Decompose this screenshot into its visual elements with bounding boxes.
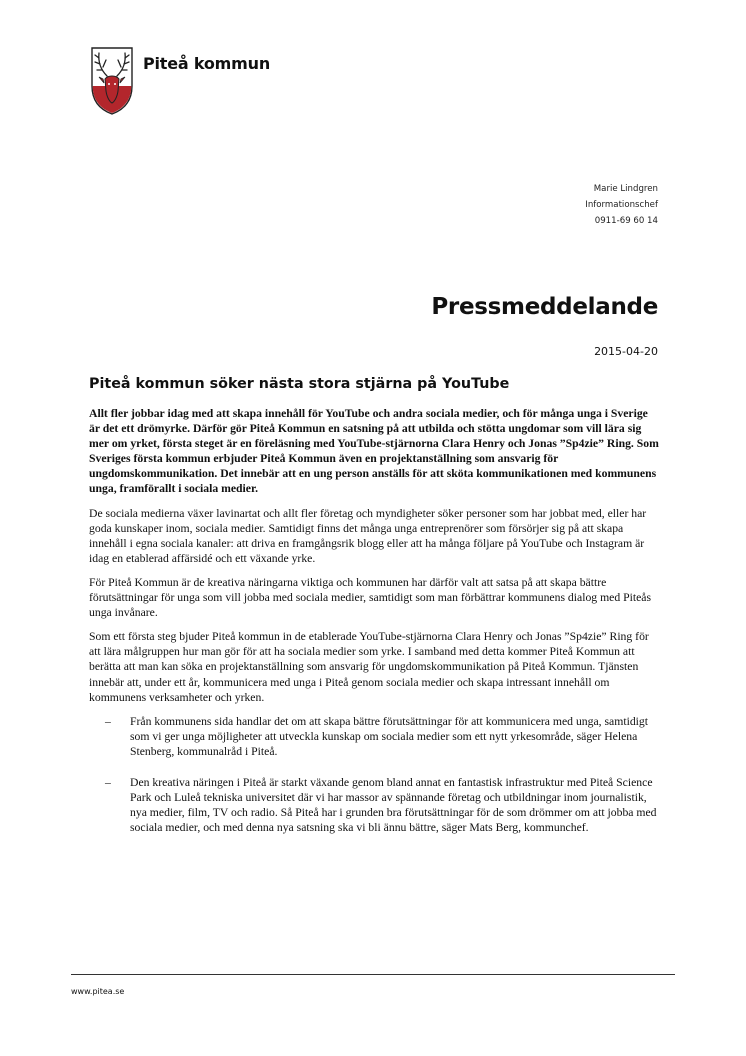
body-paragraph: De sociala medierna växer lavinartat och allt fler företag och myndigheter söker personer som har jobbat med, eller har goda kunskaper inom, sociala medier. Samtidigt finns det många unga entreprenörer som försörjer sig på att skapa innehåll i egna sociala kanaler: att driva en framgångsrik blogg eller att ha många följare på YouTube och Instagram är idag en etablerad affärsidé och ett växande yrke. — [89, 506, 647, 565]
dash-bullet: – — [105, 775, 111, 789]
contact-phone: 0911-69 60 14 — [594, 216, 658, 226]
dash-bullet: – — [105, 714, 111, 728]
quote-text: Den kreativa näringen i Piteå är starkt växande genom bland annat en fantastisk infrastruktur med Piteå Science Park och Luleå tekniska universitet där vi har massor av spännande företag och utbildningar inom journalistik, nya medier, film, TV och radio. Så Piteå har i grunden bra förutsättningar för de som drömmer om att jobba med sociala medier, och med denna nya satsning ska vi bli ännu bättre, säger Mats Berg, kommunchef. — [130, 775, 657, 835]
contact-title: Informationschef — [585, 200, 658, 210]
footer-divider — [71, 974, 675, 975]
quote-item — [89, 775, 661, 835]
article-body — [89, 406, 661, 851]
contact-block — [585, 181, 658, 229]
organization-name: Piteå kommun — [143, 54, 271, 73]
footer-website: www.pitea.se — [71, 987, 125, 996]
document-date: 2015-04-20 — [594, 345, 658, 358]
lead-paragraph: Allt fler jobbar idag med att skapa innehåll för YouTube och andra sociala medier, och för många unga i Sverige är det ett drömyrke. Därför gör Piteå Kommun en satsning på att utbilda och stötta ungdomar som vill lära sig mer om yrket, första steget är en föreläsning med YouTube-stjärnorna Clara Henry och Jonas ”Sp4zie” Ring. Som Sveriges första kommun erbjuder Piteå Kommun även en projektanställning som ansvarig för ungdomskommunikation. Det innebär att en ung person anställs för att sköta kommunikationen med kommunens unga, framförallt i sociala medier. — [89, 407, 659, 496]
contact-name: Marie Lindgren — [593, 184, 658, 194]
quote-text: Från kommunens sida handlar det om att skapa bättre förutsättningar för att kommunicera med unga, samtidigt som vi ger unga möjligheter att utveckla kunskap om sociala medier som ett nytt yrkesområde, säger Helena Stenberg, kommunalråd i Piteå. — [130, 714, 649, 758]
body-paragraph: Som ett första steg bjuder Piteå kommun in de etablerade YouTube-stjärnorna Clara Henry och Jonas ”Sp4zie” Ring för att lära målgruppen hur man gör för att ha sociala medier som yrke. I samband med detta kommer Piteå Kommun att berätta att man kan söka en projektanställning som ansvarig för ungdomskommunikation på Piteå Kommun. Tjänsten innebär att, under ett år, kommunicera med unga i Piteå genom sociala medier och skapa intressant innehåll om kommunens verksamheter och yrken. — [89, 630, 649, 704]
body-paragraph: För Piteå Kommun är de kreativa näringarna viktiga och kommunen har därför valt att satsa på att skapa bättre förutsättningar för unga som vill jobba med sociala medier, samtidigt som man förbättrar kommunens dialog med Piteås unga invånare. — [89, 575, 652, 620]
reindeer-shield-icon — [89, 46, 135, 116]
quote-item — [89, 714, 661, 759]
headline: Piteå kommun söker nästa stora stjärna på YouTube — [89, 376, 510, 392]
document-title: Pressmeddelande — [431, 294, 658, 320]
